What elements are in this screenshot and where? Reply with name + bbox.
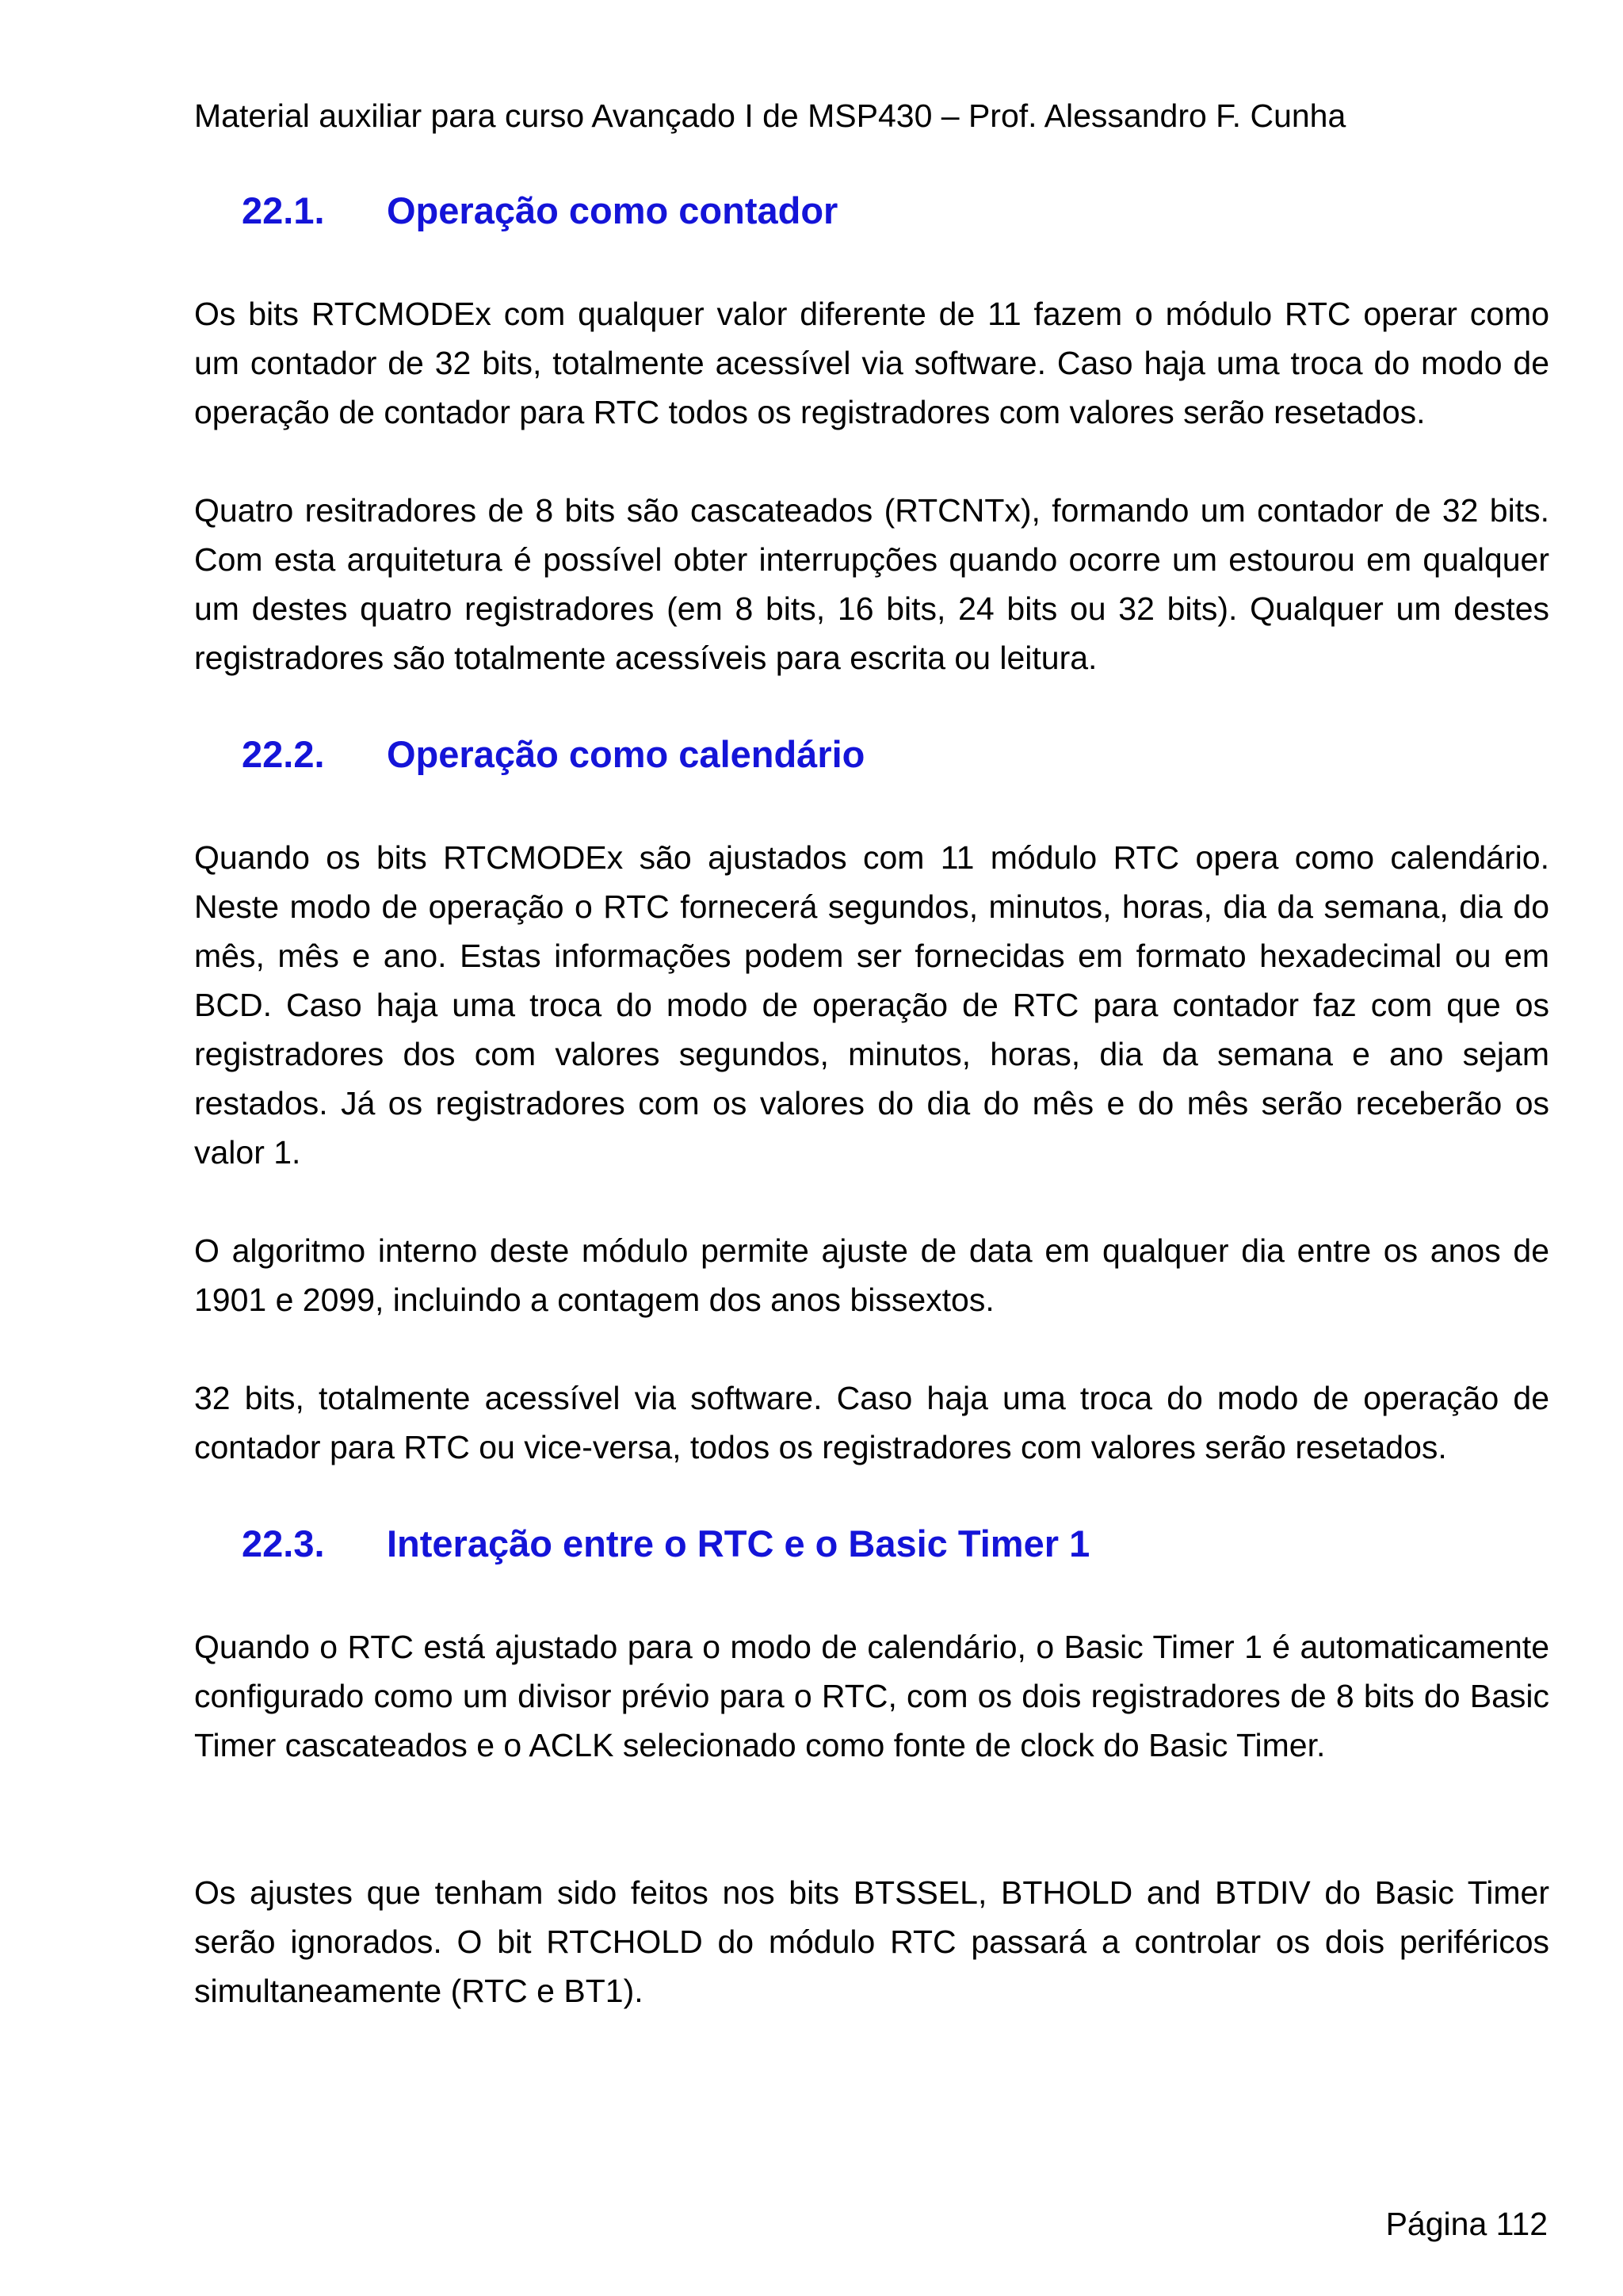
paragraph: Quatro resitradores de 8 bits são cascateados (RTCNTx), formando um contador de 32 bits. Com esta arquitetura é possível obter interrupções quando ocorre um estourou em qualquer um destes quatro registradores (em 8 bits, 16 bits, 24 bits ou 32 bits). Qualquer um destes registradores são totalmente acessíveis para escrita ou leitura. [194,492,1549,676]
section-number: 22.3. [242,1522,325,1564]
paragraph: Quando o RTC está ajustado para o modo de calendário, o Basic Timer 1 é automaticamente configurado como um divisor prévio para o RTC, com os dois registradores de 8 bits do Basic Timer cascateados e o ACLK selecionado como fonte de clock do Basic Timer. [194,1629,1549,1763]
paragraph: 32 bits, totalmente acessível via software. Caso haja uma troca do modo de operação de contador para RTC ou vice-versa, todos os registradores com valores serão resetados. [194,1380,1549,1465]
section-heading-22-2 [242,731,865,778]
paragraph: O algoritmo interno deste módulo permite ajuste de data em qualquer dia entre os anos de 1901 e 2099, incluindo a contagem dos anos bissextos. [194,1232,1549,1318]
section-title: Operação como calendário [387,733,865,775]
section-title: Operação como contador [387,189,838,231]
section-heading-22-1 [242,187,838,235]
page-number: Página 112 [1385,2206,1548,2242]
paragraph: Os ajustes que tenham sido feitos nos bits BTSSEL, BTHOLD and BTDIV do Basic Timer serão ignorados. O bit RTCHOLD do módulo RTC passará a controlar os dois periféricos simultaneamente (RTC e BT1). [194,1874,1549,2009]
section-number: 22.2. [242,733,325,775]
page-header: Material auxiliar para curso Avançado I de MSP430 – Prof. Alessandro F. Cunha [194,97,1346,134]
paragraph: Quando os bits RTCMODEx são ajustados com 11 módulo RTC opera como calendário. Neste modo de operação o RTC fornecerá segundos, minutos, horas, dia da semana, dia do mês, mês e ano. Estas informações podem ser fornecidas em formato hexadecimal ou em BCD. Caso haja uma troca do modo de operação de RTC para contador faz com que os registradores dos com valores segundos, minutos, horas, dia da semana e ano sejam restados. Já os registradores com os valores do dia do mês e do mês serão receberão os valor 1. [194,839,1549,1171]
section-number: 22.1. [242,189,325,231]
section-title: Interação entre o RTC e o Basic Timer 1 [387,1522,1090,1564]
paragraph: Os bits RTCMODEx com qualquer valor diferente de 11 fazem o módulo RTC operar como um contador de 32 bits, totalmente acessível via software. Caso haja uma troca do modo de operação de contador para RTC todos os registradores com valores serão resetados. [194,296,1549,430]
section-heading-22-3 [242,1520,1090,1568]
